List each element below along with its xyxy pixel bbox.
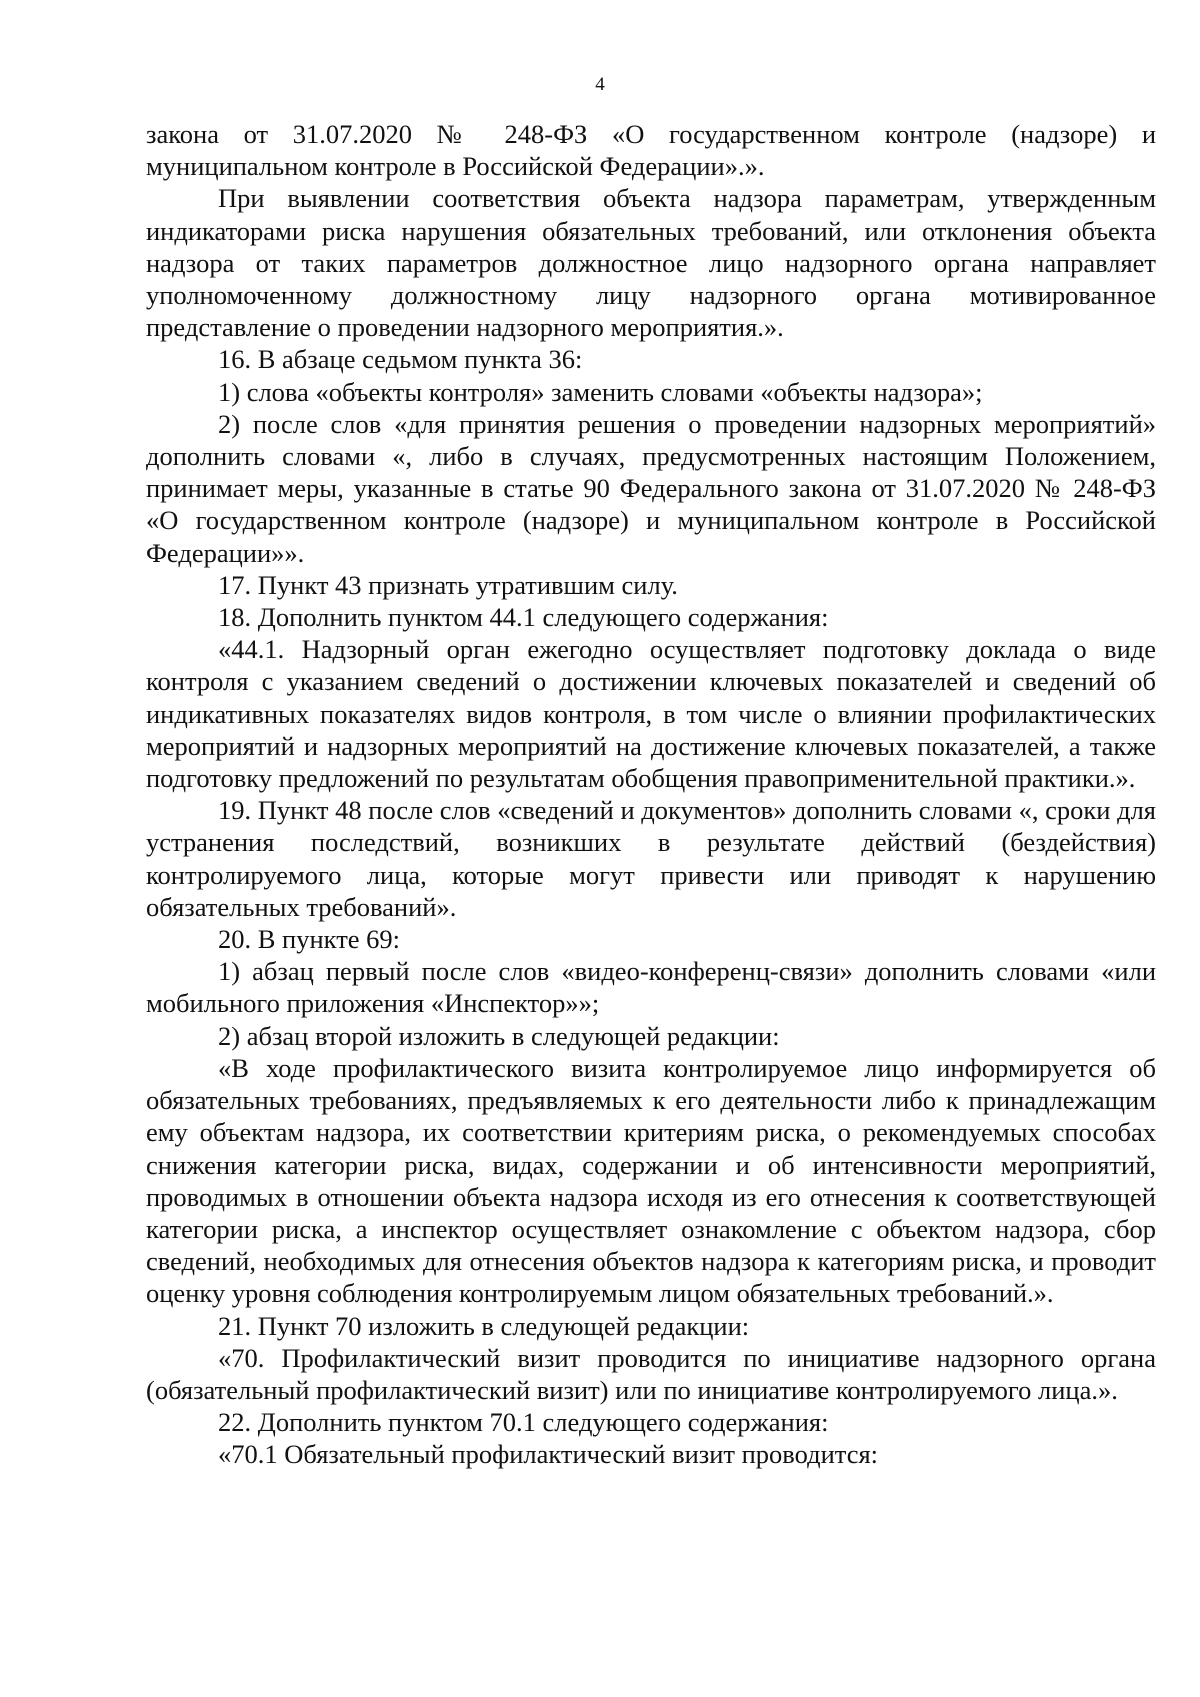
paragraph-item-16-2: 2) после слов «для принятия решения о проведении надзорных мероприятий» дополнить словами «, либо в случаях, предусмотренных настоящим Положением, принимает меры, указанные в статье 90 Федерального закона от 31.07.2020 № 248-ФЗ «О государственном контроле (надзоре) и муниципальном контроле в Российской Федерации»». bbox=[146, 408, 1156, 568]
paragraph-item-20: 20. В пункте 69: bbox=[218, 924, 401, 955]
paragraph-item-44-1: «44.1. Надзорный орган ежегодно осуществляет подготовку доклада о виде контроля с указанием сведений о достижении ключевых показателей и сведений об индикативных показателях видов контроля, в том числе о влиянии профилактических мероприятий и надзорных мероприятий на достижение ключевых показателей, а также подготовку предложений по результатам обобщения правоприменительной практики.». bbox=[146, 634, 1156, 794]
paragraph-item-17: 17. Пункт 43 признать утратившим силу. bbox=[218, 569, 678, 600]
paragraph-item-16-1: 1) слова «объекты контроля» заменить словами «объекты надзора»; bbox=[218, 376, 983, 407]
paragraph-item-21: 21. Пункт 70 изложить в следующей редакции: bbox=[218, 1310, 750, 1341]
paragraph-item-70: «70. Профилактический визит проводится по инициативе надзорного органа (обязательный профилактический визит) или по инициативе контролируемого лица.». bbox=[146, 1342, 1156, 1405]
paragraph-preventive-visit: «В ходе профилактического визита контролируемое лицо информируется об обязательных требованиях, предъявляемых к его деятельности либо к принадлежащим ему объектам надзора, их соответствии критериям риска, о рекомендуемых способах снижения категории риска, видах, содержании и об интенсивности мероприятий, проводимых в отношении объекта надзора исходя из его отнесения к соответствующей категории риска, а инспектор осуществляет ознакомление с объектом надзора, сбор сведений, необходимых для отнесения объектов надзора к категориям риска, и проводит оценку уровня соблюдения контролируемым лицом обязательных требований.». bbox=[146, 1052, 1156, 1309]
paragraph-continuation: закона от 31.07.2020 № 248-ФЗ «О государственном контроле (надзоре) и муниципальном контроле в Российской Федерации».». bbox=[146, 119, 1156, 182]
paragraph-item-70-1: «70.1 Обязательный профилактический визит проводится: bbox=[218, 1439, 879, 1470]
document-body bbox=[146, 118, 1156, 1471]
page-number: 4 bbox=[595, 74, 605, 95]
paragraph-risk-indicators: При выявлении соответствия объекта надзора параметрам, утвержденным индикаторами риска нарушения обязательных требований, или отклонения объекта надзора от таких параметров должностное лицо надзорного органа направляет уполномоченному должностному лицу надзорного органа мотивированное представление о проведении надзорного мероприятия.». bbox=[146, 183, 1156, 343]
paragraph-item-20-1: 1) абзац первый после слов «видео-конференц-связи» дополнить словами «или мобильного приложения «Инспектор»»; bbox=[146, 956, 1156, 1019]
paragraph-item-16: 16. В абзаце седьмом пункта 36: bbox=[218, 344, 583, 375]
paragraph-item-18: 18. Дополнить пунктом 44.1 следующего содержания: bbox=[218, 602, 829, 633]
paragraph-item-22: 22. Дополнить пунктом 70.1 следующего содержания: bbox=[218, 1407, 829, 1438]
paragraph-item-20-2: 2) абзац второй изложить в следующей редакции: bbox=[218, 1020, 780, 1051]
paragraph-item-19: 19. Пункт 48 после слов «сведений и документов» дополнить словами «, сроки для устранения последствий, возникших в результате действий (бездействия) контролируемого лица, которые могут привести или приводят к нарушению обязательных требований». bbox=[146, 795, 1156, 922]
